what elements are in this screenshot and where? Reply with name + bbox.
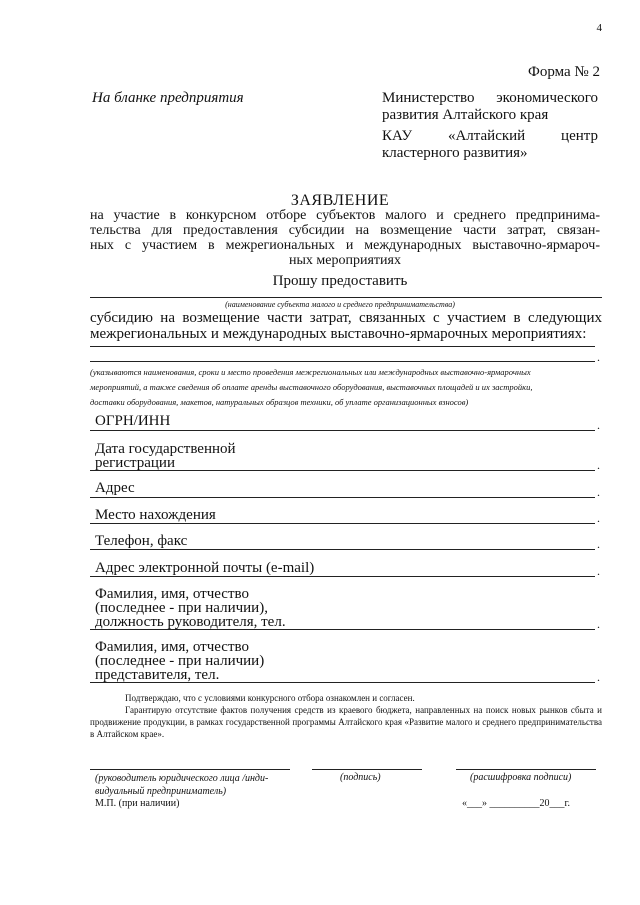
- note-line: мероприятий, а также сведения об оплате аренды выставочного оборудования, выставочных площадей и их застройки,: [90, 382, 533, 392]
- field-location-label: Место нахождения: [95, 507, 216, 523]
- caption-line: (руководитель юридического лица /инди-: [95, 773, 269, 784]
- subtitle-line: тельства для предоставления субсидии на возмещение части затрат, связан-: [90, 223, 600, 238]
- page-number: 4: [596, 22, 602, 34]
- letterhead-note: На бланке предприятия: [92, 90, 244, 106]
- field-ogrn-label: ОГРН/ИНН: [95, 413, 171, 429]
- field-location-line[interactable]: [90, 523, 595, 524]
- field-head-label: [95, 587, 286, 629]
- field-phone-line[interactable]: [90, 549, 595, 550]
- body-line: межрегиональных и международных выставочно-ярмарочных мероприятиях:: [90, 326, 587, 342]
- document-title: ЗАЯВЛЕНИЕ: [290, 192, 390, 209]
- field-reg-date-line[interactable]: [90, 470, 595, 471]
- request-text: Прошу предоставить: [272, 273, 408, 289]
- field-reg-date-label: [95, 442, 236, 470]
- label-line: (последнее - при наличии),: [95, 600, 268, 616]
- line-end-dot: .: [597, 458, 600, 472]
- recipient-line: развития Алтайского края: [382, 107, 549, 123]
- field-ogrn-line[interactable]: [90, 430, 595, 431]
- recipient-ministry: [382, 90, 598, 124]
- label-line: Фамилия, имя, отчество: [95, 586, 249, 602]
- subtitle-line: ных мероприятиях: [289, 253, 401, 268]
- label-line: регистрации: [95, 455, 175, 471]
- field-rep-line[interactable]: [90, 682, 595, 683]
- recipient-center: [382, 128, 598, 162]
- recipient-line: Министерство экономического: [382, 90, 598, 106]
- request-body: [90, 310, 602, 342]
- date-field[interactable]: «___» __________20___г.: [462, 798, 570, 809]
- head-caption: [95, 772, 268, 798]
- label-line: Фамилия, имя, отчество: [95, 639, 249, 655]
- body-line: субсидию на возмещение части затрат, связанных с участием в следующих: [90, 310, 602, 326]
- line-end-dot: .: [597, 617, 600, 631]
- line-end-dot: .: [597, 670, 600, 684]
- line-end-dot: .: [597, 511, 600, 525]
- note-line: (указываются наименования, сроки и место проведения межрегиональных или международных выставочно-ярмарочных: [90, 367, 531, 377]
- field-phone-label: Телефон, факс: [95, 533, 188, 549]
- events-line-1[interactable]: [90, 346, 595, 347]
- label-line: (последнее - при наличии): [95, 653, 265, 669]
- subtitle-line: ных с участием в межрегиональных и международных выставочно-ярмароч-: [90, 238, 600, 253]
- head-signature-line[interactable]: [90, 769, 290, 770]
- line-end-dot: .: [597, 418, 600, 432]
- decode-caption: (расшифровка подписи): [470, 772, 572, 783]
- sign-caption: (подпись): [340, 772, 381, 783]
- line-end-dot: .: [597, 350, 600, 364]
- entity-caption: (наименование субъекта малого и среднего предпринимательства): [225, 300, 455, 309]
- field-address-line[interactable]: [90, 497, 595, 498]
- guarantee-text: Гарантирую отсутствие фактов получения средств из краевого бюджета, направленных на поиск новых рынков сбыта и продвижение продукции, в рамках государственной программы Алтайского края «Развитие малого и среднего предпринимательства в Алтайском крае».: [90, 705, 602, 739]
- line-end-dot: .: [597, 564, 600, 578]
- signature-decode-line[interactable]: [456, 769, 596, 770]
- line-end-dot: .: [597, 537, 600, 551]
- field-email-label: Адрес электронной почты (e-mail): [95, 560, 315, 576]
- seal-note: М.П. (при наличии): [95, 798, 180, 809]
- field-rep-label: [95, 640, 264, 682]
- caption-line: видуальный предприниматель): [95, 786, 227, 797]
- label-line: Дата государственной: [95, 441, 236, 457]
- note-line: доставки оборудования, макетов, натуральных образцов техники, об уплате организационных взносов): [90, 397, 469, 407]
- recipient-line: КАУ «Алтайский центр: [382, 128, 598, 144]
- label-line: должность руководителя, тел.: [95, 614, 286, 630]
- field-email-line[interactable]: [90, 576, 595, 577]
- field-address-label: Адрес: [95, 480, 135, 496]
- document-subtitle: [90, 208, 600, 268]
- events-line-2[interactable]: [90, 361, 595, 362]
- field-head-line[interactable]: [90, 629, 595, 630]
- recipient-line: кластерного развития»: [382, 145, 528, 161]
- label-line: представителя, тел.: [95, 667, 220, 683]
- entity-name-line[interactable]: [90, 297, 602, 298]
- form-number: Форма № 2: [528, 64, 600, 80]
- subtitle-line: на участие в конкурсном отборе субъектов малого и среднего предпринима-: [90, 208, 600, 223]
- line-end-dot: .: [597, 485, 600, 499]
- events-note: [90, 365, 605, 410]
- signature-line[interactable]: [312, 769, 422, 770]
- confirm-text: Подтверждаю, что с условиями конкурсного отбора ознакомлен и согласен.: [125, 693, 415, 703]
